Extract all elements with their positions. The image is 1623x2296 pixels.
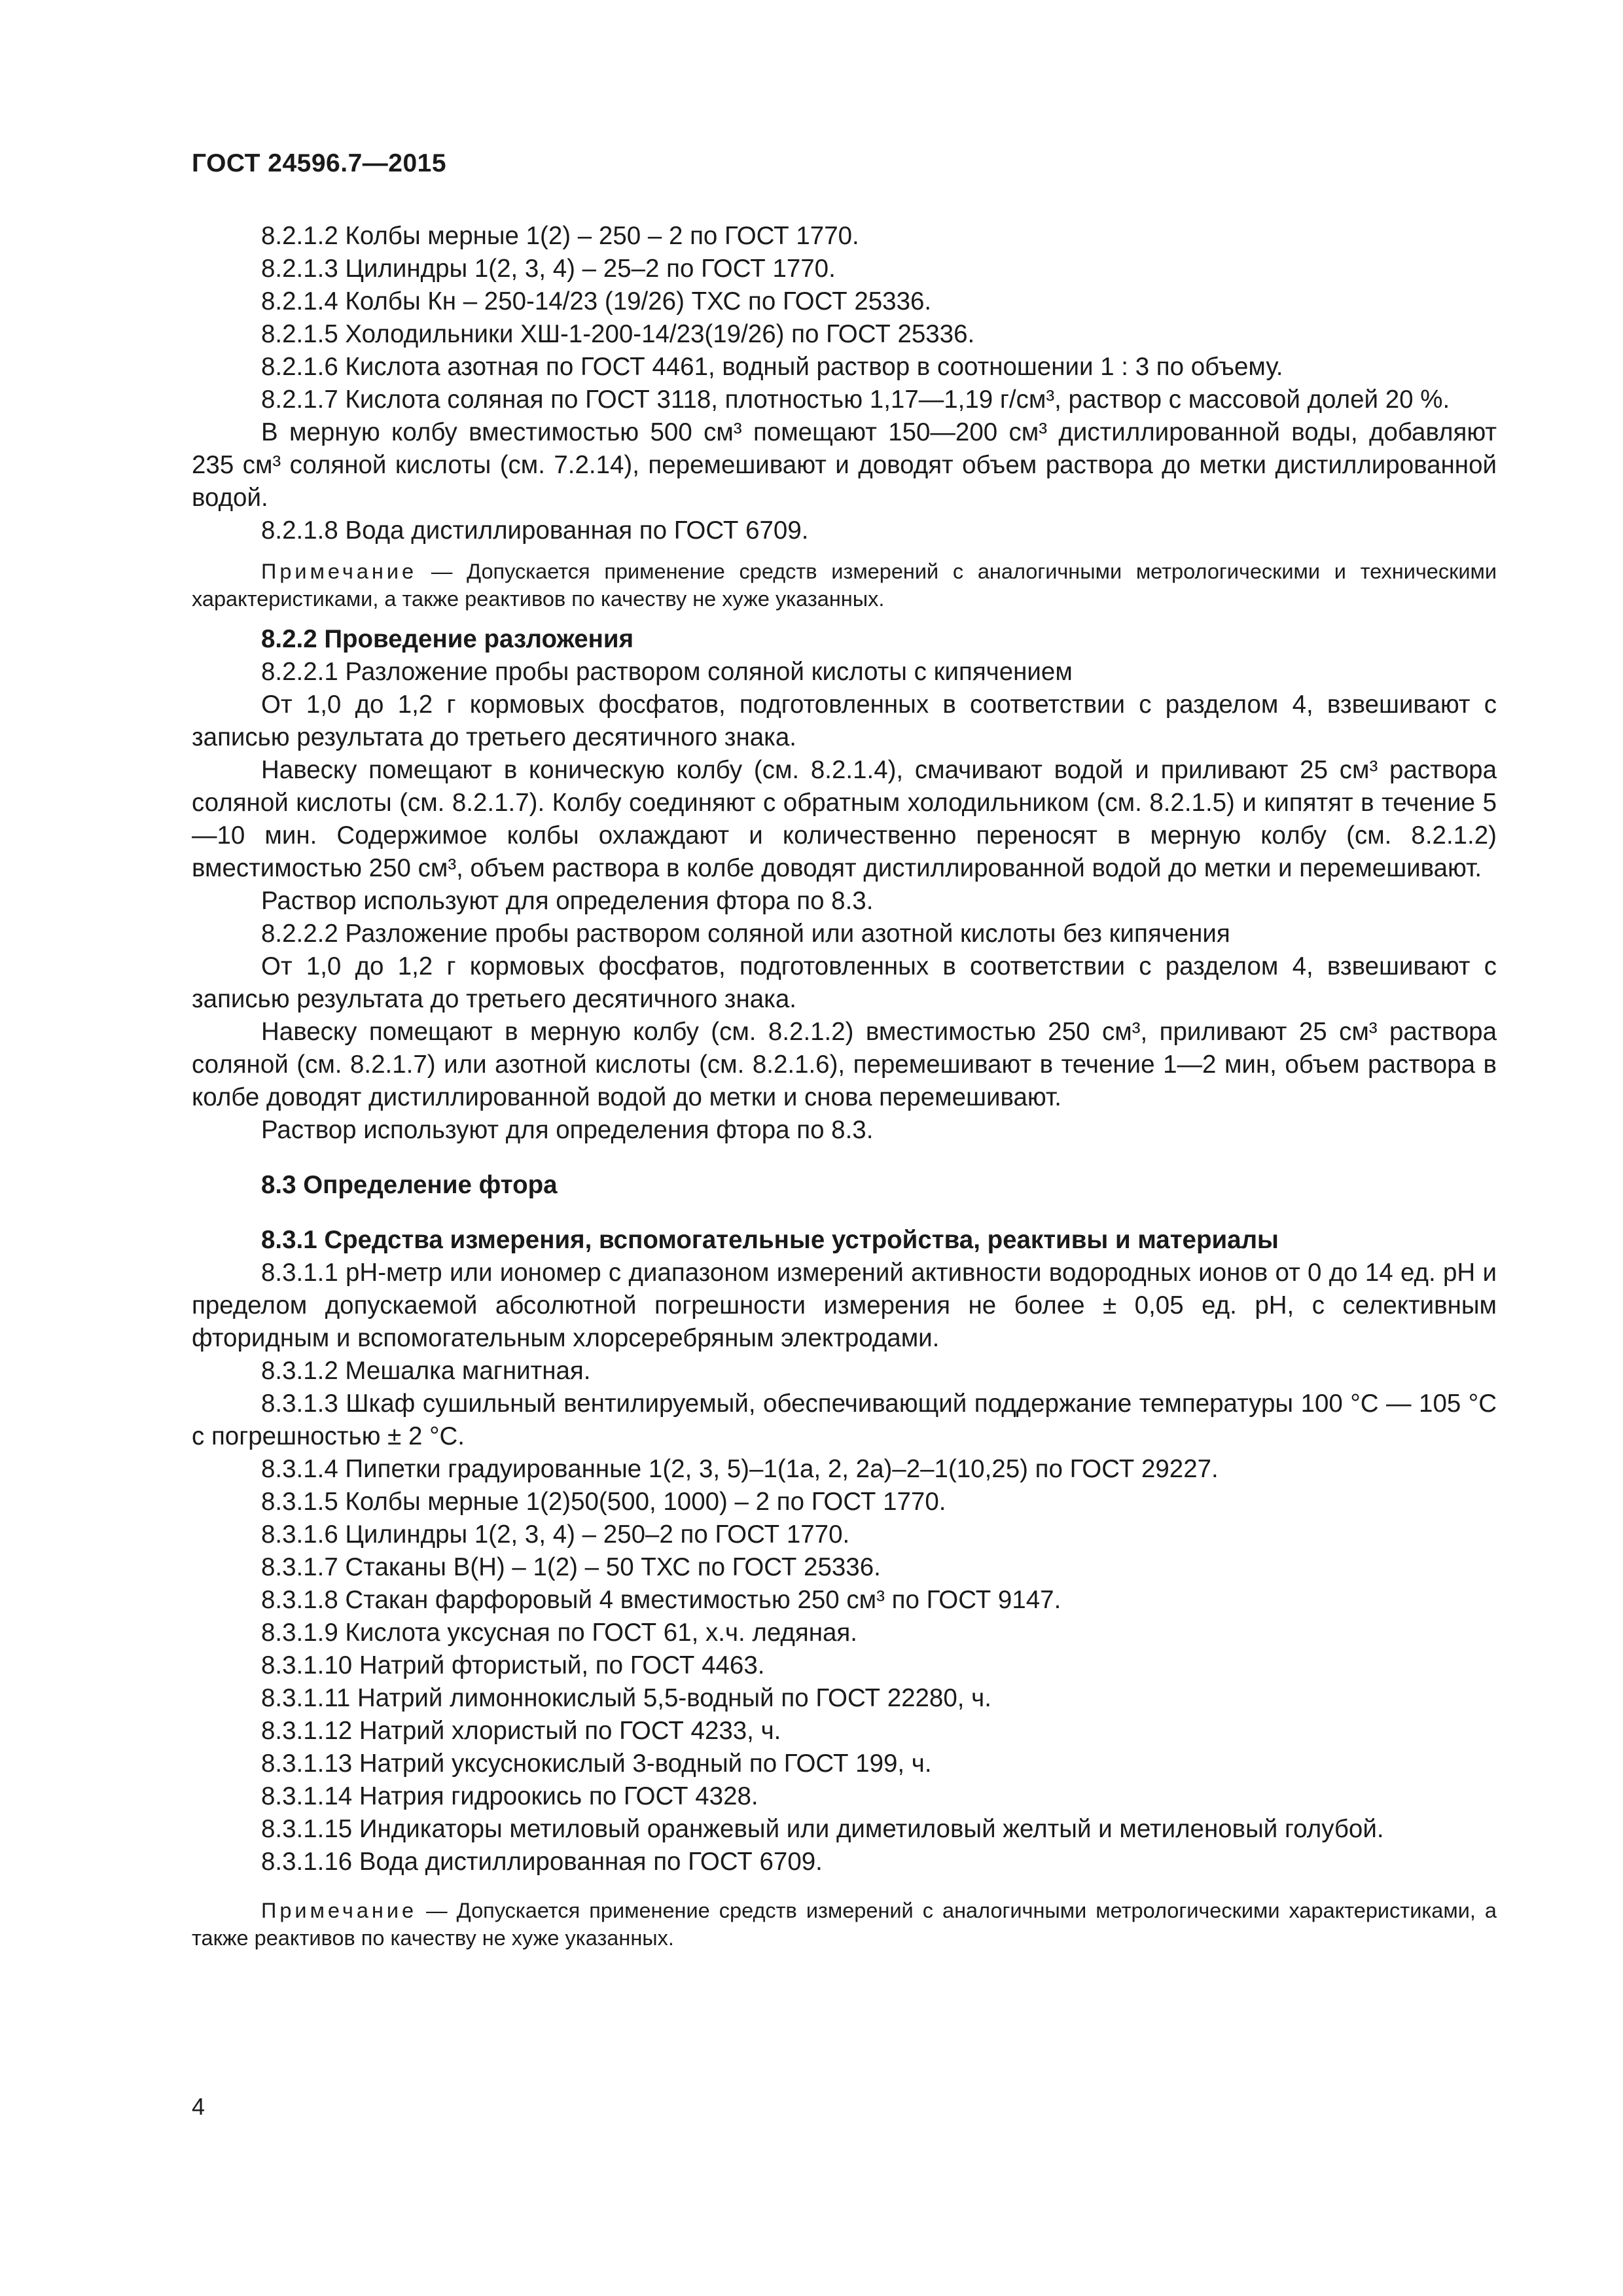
document-body	[192, 220, 1497, 1952]
paragraph: Раствор используют для определения фтора по 8.3.	[261, 1116, 874, 1144]
paragraph: 8.3.1.1 рН-метр или иономер с диапазоном измерений активности водородных ионов от 0 до 14 ед. рН и пределом допускаемой абсолютной погрешности измерения не более ± 0,05 ед. рН, с селективным фторидным и вспомогательным хлорсеребряным электродами.	[192, 1259, 1497, 1352]
paragraph: 8.3.1.15 Индикаторы метиловый оранжевый или диметиловый желтый и метиленовый голубой.	[261, 1815, 1384, 1843]
paragraph: 8.3.1.12 Натрий хлористый по ГОСТ 4233, ч.	[261, 1717, 781, 1745]
paragraph: 8.2.1.3 Цилиндры 1(2, 3, 4) – 25–2 по ГОСТ 1770.	[261, 255, 836, 283]
paragraph: В мерную колбу вместимостью 500 см³ помещают 150—200 см³ дистиллированной воды, добавляют 235 см³ соляной кислоты (см. 7.2.14), перемешивают и доводят объем раствора до метки дистиллированной водой.	[192, 418, 1497, 512]
paragraph: 8.3.1.13 Натрий уксуснокислый 3-водный по ГОСТ 199, ч.	[261, 1749, 932, 1778]
paragraph: 8.2.2.2 Разложение пробы раствором соляной или азотной кислоты без кипячения	[261, 920, 1230, 948]
paragraph: 8.2.1.4 Колбы Кн – 250-14/23 (19/26) ТХС по ГОСТ 25336.	[261, 287, 932, 315]
paragraph: Раствор используют для определения фтора по 8.3.	[261, 887, 874, 915]
note-text: — Допускается применение средств измерений с аналогичными метрологическими характеристиками, а также реактивов по качеству не хуже указанных.	[192, 1899, 1497, 1950]
section-heading: 8.3.1 Средства измерения, вспомогательные устройства, реактивы и материалы	[261, 1226, 1279, 1254]
paragraph: Навеску помещают в коническую колбу (см. 8.2.1.4), смачивают водой и приливают 25 см³ раствора соляной кислоты (см. 8.2.1.7). Колбу соединяют с обратным холодильником (см. 8.2.1.5) и кипятят в течение 5—10 мин. Содержимое колбы охлаждают и количественно переносят в мерную колбу (см. 8.2.1.2) вместимостью 250 см³, объем раствора в колбе доводят дистиллированной водой до метки и перемешивают.	[192, 756, 1497, 882]
note-text: — Допускается применение средств измерений с аналогичными метрологическими и техническими характеристиками, а также реактивов по качеству не хуже указанных.	[192, 560, 1497, 611]
document-header: ГОСТ 24596.7—2015	[192, 149, 447, 177]
note-label: Примечание	[261, 1899, 418, 1922]
paragraph: 8.2.1.8 Вода дистиллированная по ГОСТ 6709.	[261, 516, 809, 545]
paragraph: 8.2.2.1 Разложение пробы раствором соляной кислоты с кипячением	[261, 658, 1073, 686]
paragraph: 8.3.1.11 Натрий лимоннокислый 5,5-водный по ГОСТ 22280, ч.	[261, 1684, 991, 1712]
section-heading: 8.3 Определение фтора	[261, 1171, 558, 1199]
note	[192, 1897, 1497, 1952]
paragraph: 8.3.1.16 Вода дистиллированная по ГОСТ 6709.	[261, 1848, 823, 1876]
note-label: Примечание	[261, 560, 418, 583]
paragraph: 8.3.1.8 Стакан фарфоровый 4 вместимостью 250 см³ по ГОСТ 9147.	[261, 1586, 1061, 1614]
paragraph: 8.2.1.7 Кислота соляная по ГОСТ 3118, плотностью 1,17—1,19 г/см³, раствор с массовой долей 20 %.	[261, 386, 1450, 414]
paragraph: 8.3.1.6 Цилиндры 1(2, 3, 4) – 250–2 по ГОСТ 1770.	[261, 1520, 850, 1549]
paragraph: От 1,0 до 1,2 г кормовых фосфатов, подготовленных в соответствии с разделом 4, взвешивают с записью результата до третьего десятичного знака.	[192, 952, 1497, 1013]
paragraph: 8.2.1.5 Холодильники ХШ-1-200-14/23(19/26) по ГОСТ 25336.	[261, 320, 975, 348]
paragraph: 8.3.1.4 Пипетки градуированные 1(2, 3, 5)–1(1а, 2, 2а)–2–1(10,25) по ГОСТ 29227.	[261, 1455, 1219, 1483]
paragraph: 8.2.1.6 Кислота азотная по ГОСТ 4461, водный раствор в соотношении 1 : 3 по объему.	[261, 353, 1283, 381]
paragraph: 8.2.1.2 Колбы мерные 1(2) – 250 – 2 по ГОСТ 1770.	[261, 222, 859, 250]
paragraph: 8.3.1.5 Колбы мерные 1(2)50(500, 1000) – 2 по ГОСТ 1770.	[261, 1488, 946, 1516]
paragraph: 8.3.1.3 Шкаф сушильный вентилируемый, обеспечивающий поддержание температуры 100 °С — 105 °С с погрешностью ± 2 °С.	[192, 1390, 1497, 1450]
paragraph: 8.3.1.9 Кислота уксусная по ГОСТ 61, х.ч. ледяная.	[261, 1619, 857, 1647]
note	[192, 558, 1497, 613]
section-heading: 8.2.2 Проведение разложения	[261, 625, 634, 653]
paragraph: 8.3.1.14 Натрия гидроокись по ГОСТ 4328.	[261, 1782, 758, 1810]
paragraph: 8.3.1.2 Мешалка магнитная.	[261, 1357, 591, 1385]
paragraph: Навеску помещают в мерную колбу (см. 8.2.1.2) вместимостью 250 см³, приливают 25 см³ раствора соляной (см. 8.2.1.7) или азотной кислоты (см. 8.2.1.6), перемешивают в течение 1—2 мин, объем раствора в колбе доводят дистиллированной водой до метки и снова перемешивают.	[192, 1018, 1497, 1111]
paragraph: 8.3.1.7 Стаканы В(Н) – 1(2) – 50 ТХС по ГОСТ 25336.	[261, 1553, 881, 1581]
paragraph: 8.3.1.10 Натрий фтористый, по ГОСТ 4463.	[261, 1651, 765, 1679]
page-number: 4	[192, 2093, 205, 2120]
paragraph: От 1,0 до 1,2 г кормовых фосфатов, подготовленных в соответствии с разделом 4, взвешивают с записью результата до третьего десятичного знака.	[192, 691, 1497, 751]
